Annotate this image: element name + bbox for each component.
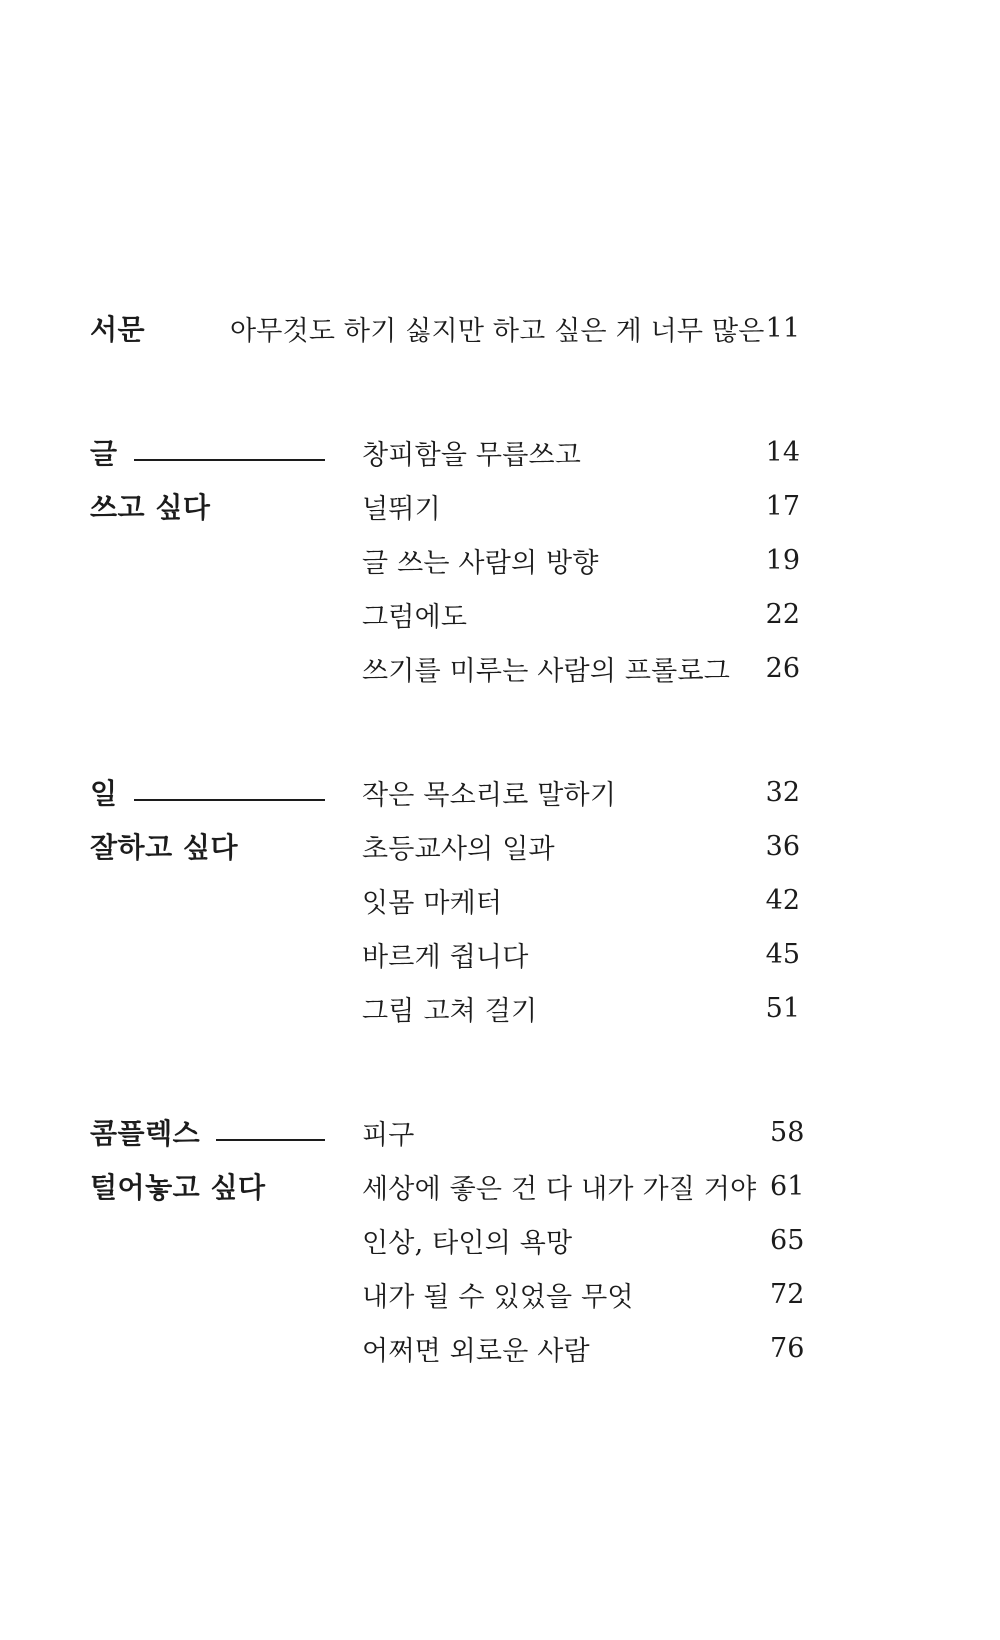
section-label: 쓰고 싶다 <box>90 491 211 524</box>
section-label: 콤플렉스 <box>90 1117 201 1150</box>
section-label: 일 <box>90 777 118 810</box>
page-number: 45 <box>765 938 800 970</box>
entry-title: 세상에 좋은 건 다 내가 가질 거야 <box>362 1173 757 1205</box>
section-label: 글 <box>90 437 118 470</box>
toc-entry <box>362 641 800 695</box>
page-number: 61 <box>770 1170 805 1202</box>
toc-entry <box>362 1267 804 1321</box>
page-number: 65 <box>770 1224 805 1256</box>
section-label-line1 <box>90 425 325 479</box>
entry-title: 초등교사의 일과 <box>362 833 555 865</box>
page-number: 42 <box>765 884 800 916</box>
section-label-column <box>90 425 362 695</box>
section-label: 서문 <box>90 313 146 346</box>
toc-entry <box>362 981 800 1035</box>
page-number: 51 <box>765 992 800 1024</box>
entry-title: 아무것도 하기 싫지만 하고 싶은 게 너무 많은 <box>230 315 765 347</box>
page-number: 22 <box>765 598 800 630</box>
toc-entry <box>362 1321 804 1375</box>
toc-entry <box>362 1159 804 1213</box>
section-label-column <box>90 1105 362 1375</box>
page-number: 36 <box>765 830 800 862</box>
entry-title: 바르게 쥡니다 <box>362 941 529 973</box>
page-number: 76 <box>770 1332 805 1364</box>
page-number: 72 <box>770 1278 805 1310</box>
toc-entry <box>362 873 800 927</box>
preface-label-cell <box>90 308 230 348</box>
section-label-line1 <box>90 1105 325 1159</box>
entry-title: 그림 고쳐 걸기 <box>362 995 538 1027</box>
entry-title: 내가 될 수 있었을 무엇 <box>362 1281 634 1313</box>
section-entries <box>362 765 800 1035</box>
page-number: 14 <box>765 436 800 468</box>
section-label-line2 <box>90 819 325 873</box>
toc-entry <box>362 533 800 587</box>
section-label-column <box>90 765 362 1035</box>
entry-title: 인상, 타인의 욕망 <box>362 1227 573 1259</box>
entry-title: 창피함을 무릅쓰고 <box>362 439 582 471</box>
entry-title: 널뛰기 <box>362 493 441 525</box>
toc-section <box>90 1105 805 1375</box>
page-number: 17 <box>765 490 800 522</box>
entry-title: 그럼에도 <box>362 601 468 633</box>
section-label-line2 <box>90 479 325 533</box>
page-number: 32 <box>765 776 800 808</box>
page-number: 19 <box>765 544 800 576</box>
entry-title: 작은 목소리로 말하기 <box>362 779 617 811</box>
toc-section <box>90 765 800 1035</box>
page-number: 58 <box>770 1116 805 1148</box>
section-label-line2 <box>90 1159 325 1213</box>
toc-section <box>90 425 800 695</box>
entry-title: 피구 <box>362 1119 415 1151</box>
page-number: 11 <box>765 312 800 344</box>
toc-entry <box>362 927 800 981</box>
toc-row-preface <box>90 301 800 355</box>
entry-title: 잇몸 마케터 <box>362 887 503 919</box>
section-label-line1 <box>90 765 325 819</box>
toc-entry <box>362 1213 804 1267</box>
section-entries <box>362 425 800 695</box>
section-entries <box>362 1105 804 1375</box>
section-label: 잘하고 싶다 <box>90 831 238 864</box>
section-label: 털어놓고 싶다 <box>90 1171 266 1204</box>
section-underline <box>216 1139 325 1141</box>
page-number: 26 <box>765 652 800 684</box>
section-underline <box>134 799 325 801</box>
section-underline <box>134 459 325 461</box>
toc-entry <box>362 479 800 533</box>
entry-title: 글 쓰는 사람의 방향 <box>362 547 599 579</box>
toc-entry <box>362 819 800 873</box>
entry-title: 어쩌면 외로운 사람 <box>362 1335 590 1367</box>
toc-entry <box>362 425 800 479</box>
entry-title: 쓰기를 미루는 사람의 프롤로그 <box>362 655 731 687</box>
toc-entry <box>362 1105 804 1159</box>
toc-entry <box>362 587 800 641</box>
toc-entry <box>362 765 800 819</box>
